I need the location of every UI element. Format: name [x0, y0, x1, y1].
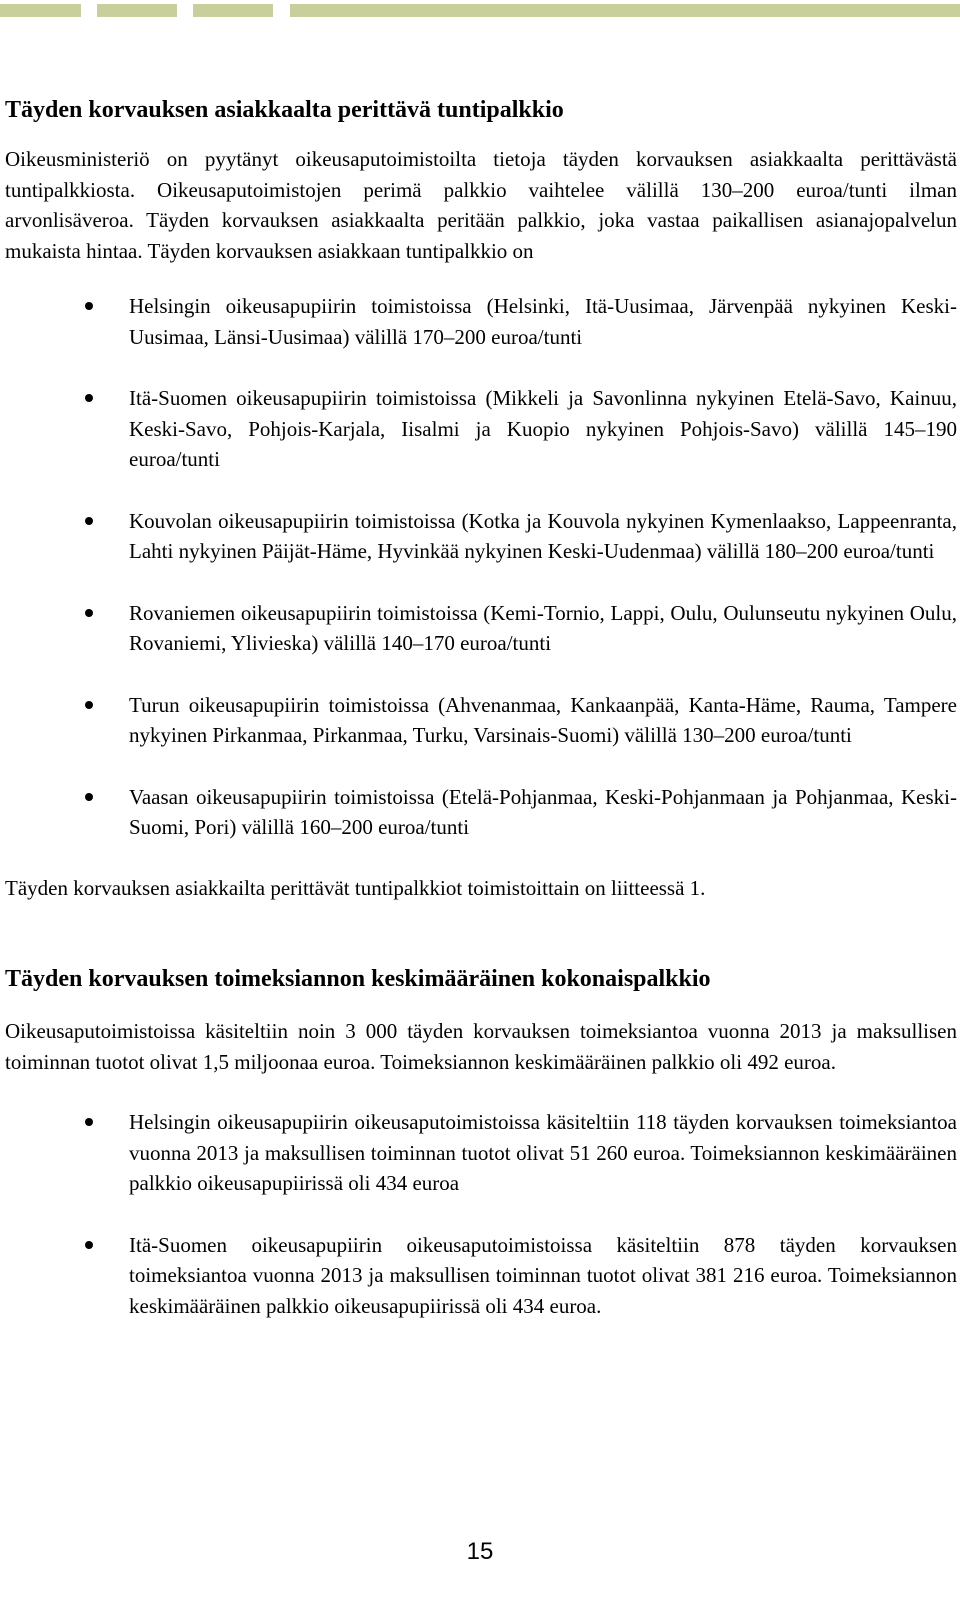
page-content	[5, 95, 957, 1352]
list-item	[5, 291, 957, 352]
list-item-text: Turun oikeusapupiirin toimistoissa (Ahvenanmaa, Kankaanpää, Kanta-Häme, Rauma, Tampere nykyinen Pirkanmaa, Pirkanmaa, Turku, Varsinais-Suomi) välillä 130–200 euroa/tunti	[129, 692, 957, 747]
closing-paragraph: Täyden korvauksen asiakkailta perittävät tuntipalkkiot toimistoittain on liitteessä 1.	[5, 875, 706, 900]
list-item	[5, 782, 957, 843]
header-bar	[0, 4, 81, 17]
section-paragraph: Oikeusaputoimistoissa käsiteltiin noin 3 000 täyden korvauksen toimeksiantoa vuonna 2013 ja maksullisen toiminnan tuotot olivat 1,5 miljoonaa euroa. Toimeksiannon keskimääräinen palkkio oli 492 euroa.	[5, 1019, 957, 1074]
section-heading-average-fee: Täyden korvauksen toimeksiannon keskimääräinen kokonaispalkkio	[5, 966, 711, 992]
list-item	[5, 1107, 957, 1199]
list-item	[5, 598, 957, 659]
bullet-icon	[85, 302, 93, 310]
section-paragraph: Oikeusministeriö on pyytänyt oikeusaputoimistoilta tietoja täyden korvauksen asiakkaalta perittävästä tuntipalkkiosta. Oikeusaputoimistojen perimä palkkio vaihtelee välillä 130–200 euroa/tunti ilman arvonlisäveroa. Täyden korvauksen asiakkaalta peritään palkkio, joka vastaa paikallisen asianajopalvelun mukaista hintaa. Täyden korvauksen asiakkaan tuntipalkkio on	[5, 147, 957, 263]
bullet-icon	[85, 793, 93, 801]
bullet-icon	[85, 394, 93, 402]
header-bar	[193, 4, 273, 17]
bullet-icon	[85, 1241, 93, 1249]
bullet-icon	[85, 517, 93, 525]
list-item	[5, 690, 957, 751]
list-item	[5, 506, 957, 567]
bullet-list-average-fees	[5, 1107, 957, 1321]
list-item-text: Helsingin oikeusapupiirin toimistoissa (Helsinki, Itä-Uusimaa, Järvenpää nykyinen Keski-Uusimaa, Länsi-Uusimaa) välillä 170–200 euroa/tunti	[129, 294, 957, 349]
header-decoration	[0, 4, 960, 17]
list-item-text: Itä-Suomen oikeusapupiirin oikeusaputoimistoissa käsiteltiin 878 täyden korvauksen toimeksiantoa vuonna 2013 ja maksullisen toiminnan tuotot olivat 381 216 euroa. Toimeksiannon keskimääräinen palkkio oikeusapupiirissä oli 434 euroa.	[129, 1232, 957, 1318]
list-item-text: Helsingin oikeusapupiirin oikeusaputoimistoissa käsiteltiin 118 täyden korvauksen toimeksiantoa vuonna 2013 ja maksullisen toiminnan tuotot olivat 51 260 euroa. Toimeksiannon keskimääräinen palkkio oikeusapupiirissä oli 434 euroa	[129, 1110, 957, 1195]
bullet-icon	[85, 701, 93, 709]
list-item-text: Itä-Suomen oikeusapupiirin toimistoissa (Mikkeli ja Savonlinna nykyinen Etelä-Savo, Kainuu, Keski-Savo, Pohjois-Karjala, Iisalmi ja Kuopio nykyinen Pohjois-Savo) välillä 145–190 euroa/tunti	[129, 386, 957, 471]
list-item-text: Kouvolan oikeusapupiirin toimistoissa (Kotka ja Kouvola nykyinen Kymenlaakso, Lappeenranta, Lahti nykyinen Päijät-Häme, Hyvinkää nykyinen Keski-Uudenmaa) välillä 180–200 euroa/tunti	[129, 508, 957, 563]
page-number: 15	[466, 1538, 494, 1565]
bullet-icon	[85, 1118, 93, 1126]
list-item-text: Rovaniemen oikeusapupiirin toimistoissa (Kemi-Tornio, Lappi, Oulu, Oulunseutu nykyinen Oulu, Rovaniemi, Ylivieska) välillä 140–170 euroa/tunti	[129, 600, 957, 655]
header-bar	[97, 4, 177, 17]
list-item	[5, 383, 957, 475]
section-heading-hourly-fee: Täyden korvauksen asiakkaalta perittävä tuntipalkkio	[5, 97, 564, 123]
bullet-list-hourly-fees	[5, 291, 957, 843]
list-item-text: Vaasan oikeusapupiirin toimistoissa (Etelä-Pohjanmaa, Keski-Pohjanmaan ja Pohjanmaa, Keski-Suomi, Pori) välillä 160–200 euroa/tunti	[129, 784, 957, 839]
list-item	[5, 1230, 957, 1322]
header-bar	[290, 4, 960, 17]
bullet-icon	[85, 609, 93, 617]
